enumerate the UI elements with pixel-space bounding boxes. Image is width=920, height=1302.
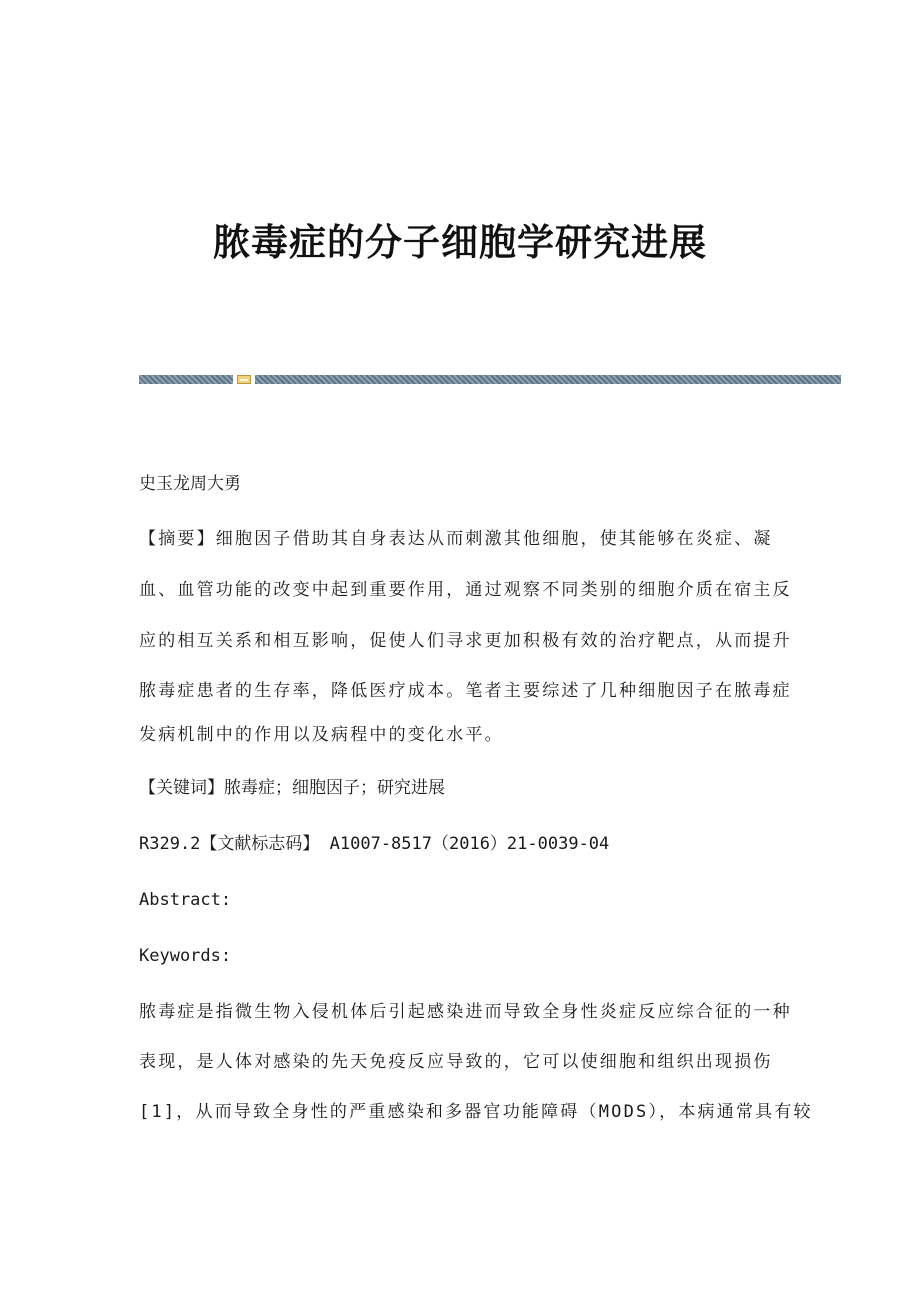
keywords-line: 【关键词】脓毒症；细胞因子；研究进展: [139, 778, 445, 798]
keywords-en-label: Keywords:: [139, 946, 232, 966]
abstract-line-2: 血、血管功能的改变中起到重要作用，通过观察不同类别的细胞介质在宿主反: [139, 580, 792, 600]
body-line-3: [1]，从而导致全身性的严重感染和多器官功能障碍（MODS），本病通常具有较: [139, 1102, 813, 1122]
divider-bar-left: [139, 375, 233, 384]
abstract-line-3: 应的相互关系和相互影响，促使人们寻求更加积极有效的治疗靶点，从而提升: [139, 631, 792, 651]
abstract-line-5: 发病机制中的作用以及病程中的变化水平。: [139, 725, 504, 745]
abstract-line-4: 脓毒症患者的生存率，降低医疗成本。笔者主要综述了几种细胞因子在脓毒症: [139, 681, 792, 701]
divider-ornament-icon: [237, 375, 251, 384]
body-line-1: 脓毒症是指微生物入侵机体后引起感染进而导致全身性炎症反应综合征的一种: [139, 1002, 792, 1022]
title-divider: [139, 375, 841, 384]
classification-line: R329.2【文献标志码】 A1007-8517（2016）21-0039-04: [139, 834, 610, 854]
abstract-en-label: Abstract:: [139, 890, 232, 910]
divider-bar-right: [255, 375, 841, 384]
author-line: 史玉龙周大勇: [139, 474, 241, 494]
abstract-line-1: 【摘要】细胞因子借助其自身表达从而刺激其他细胞，使其能够在炎症、凝: [139, 529, 773, 549]
page-title: 脓毒症的分子细胞学研究进展: [213, 220, 707, 264]
body-line-2: 表现，是人体对感染的先天免疫反应导致的，它可以使细胞和组织出现损伤: [139, 1052, 773, 1072]
